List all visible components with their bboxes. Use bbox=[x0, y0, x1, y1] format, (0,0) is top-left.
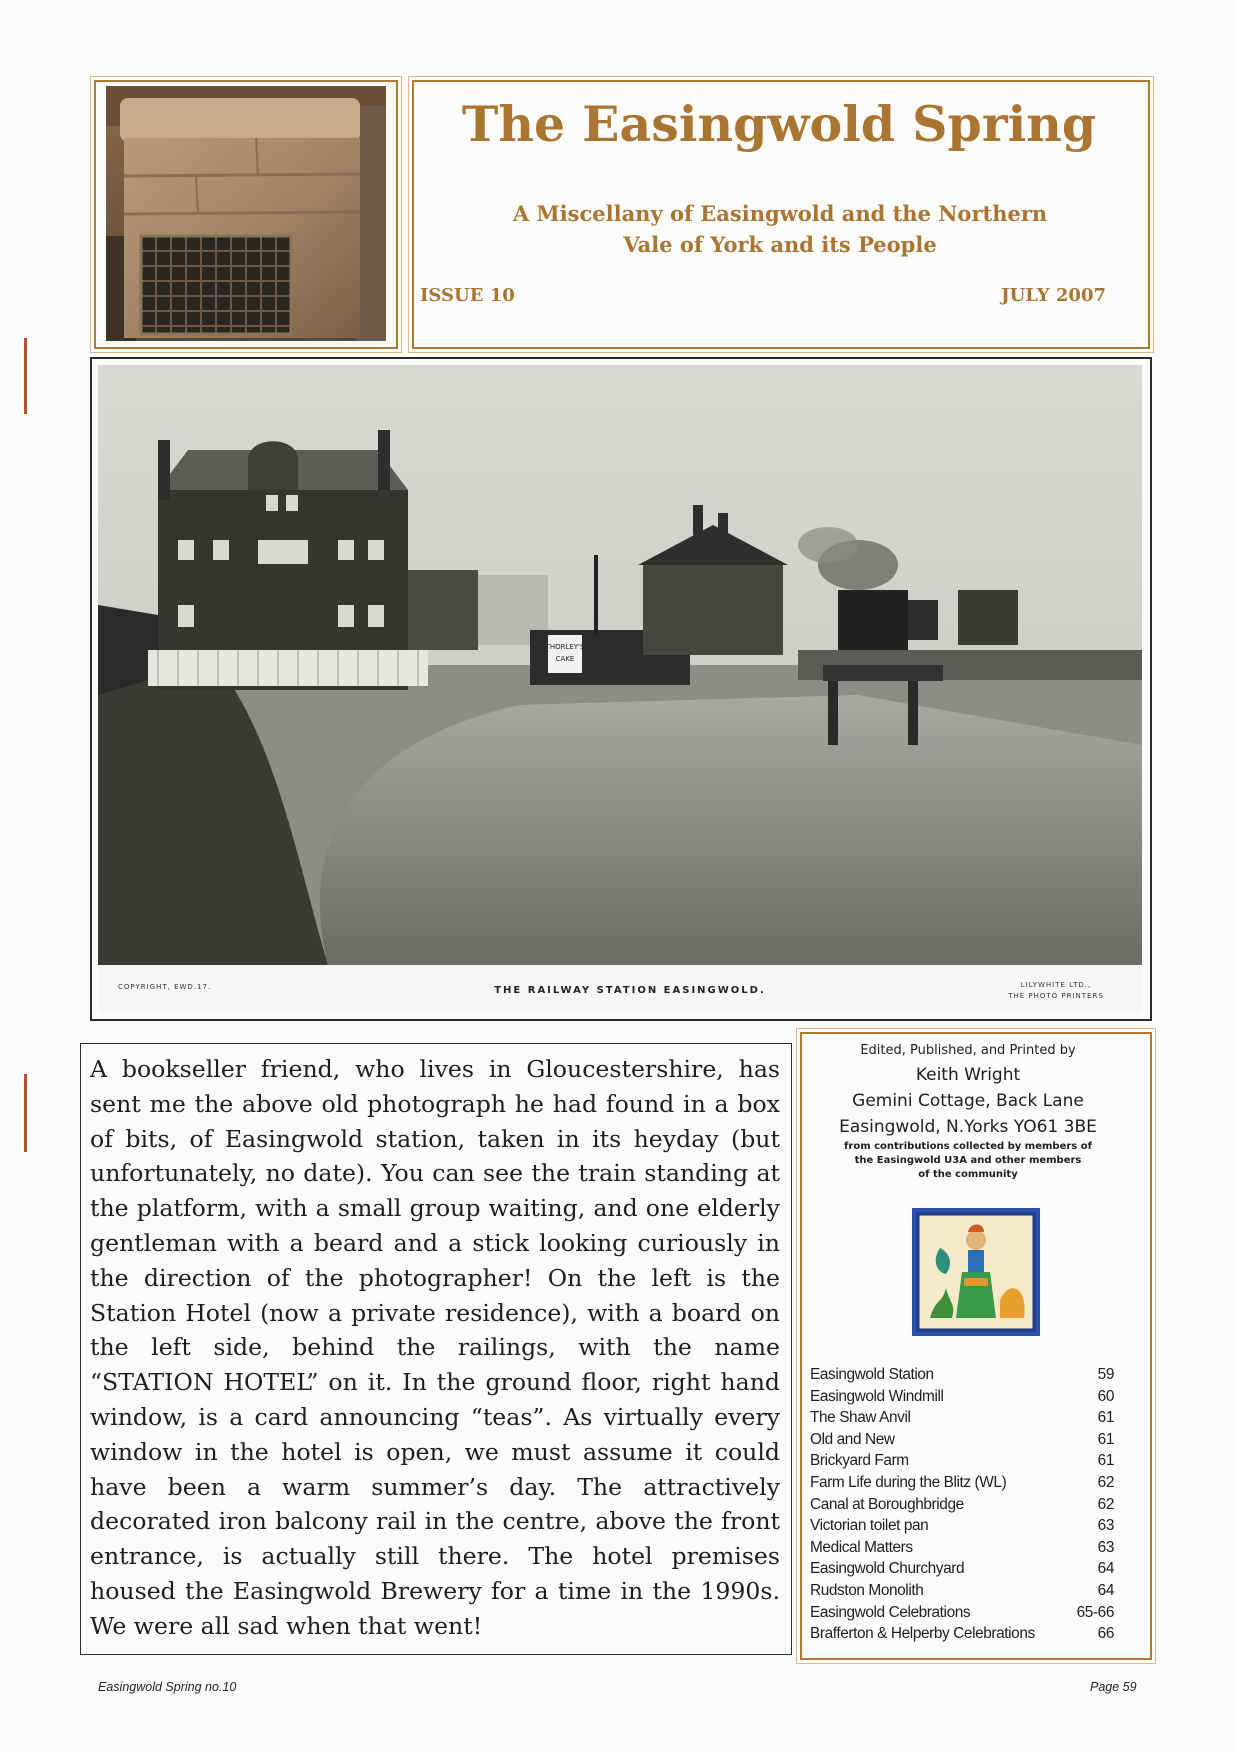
contents-item-title: Medical Matters bbox=[810, 1538, 913, 1556]
contents-item-title: Victorian toilet pan bbox=[810, 1517, 929, 1535]
spring-emblem-icon bbox=[912, 1208, 1040, 1336]
issue-number: ISSUE 10 bbox=[420, 285, 515, 306]
colophon-note-3: of the community bbox=[918, 1169, 1018, 1180]
contents-item-title: Farm Life during the Blitz (WL) bbox=[810, 1473, 1007, 1491]
contents-item bbox=[810, 1386, 1114, 1408]
contents-item-title: Old and New bbox=[810, 1430, 895, 1448]
station-photo bbox=[98, 365, 1142, 1013]
contents-item-page: 62 bbox=[1097, 1495, 1114, 1513]
contents-item bbox=[810, 1623, 1114, 1645]
issue-date: JULY 2007 bbox=[1001, 285, 1106, 306]
contents-item bbox=[810, 1450, 1114, 1472]
colophon-address-1: Gemini Cottage, Back Lane bbox=[852, 1091, 1084, 1111]
photo-printer-2: THE PHOTO PRINTERS bbox=[1008, 992, 1104, 1000]
binding-mark-top bbox=[24, 338, 27, 414]
colophon-credit: Edited, Published, and Printed by bbox=[860, 1043, 1076, 1058]
contents-item-title: Brafferton & Helperby Celebrations bbox=[810, 1625, 1035, 1643]
contents-item-page: 60 bbox=[1097, 1387, 1114, 1405]
contents-item-title: Easingwold Celebrations bbox=[810, 1603, 971, 1621]
contents-item bbox=[810, 1515, 1114, 1537]
contents-list bbox=[810, 1364, 1114, 1645]
photo-caption: THE RAILWAY STATION EASINGWOLD. bbox=[494, 985, 766, 996]
contents-item-title: Canal at Boroughbridge bbox=[810, 1495, 964, 1513]
contents-item-page: 63 bbox=[1097, 1517, 1114, 1535]
colophon-note-2: the Easingwold U3A and other members bbox=[854, 1155, 1082, 1166]
subtitle-line-2: Vale of York and its People bbox=[623, 232, 937, 257]
contents-item bbox=[810, 1364, 1114, 1386]
sign-text-1: THORLEY'S bbox=[545, 643, 585, 651]
contents-item-page: 63 bbox=[1097, 1538, 1114, 1556]
contents-item-title: Easingwold Windmill bbox=[810, 1387, 944, 1405]
colophon-address-2: Easingwold, N.Yorks YO61 3BE bbox=[839, 1117, 1097, 1137]
contents-item bbox=[810, 1472, 1114, 1494]
contents-item-title: The Shaw Anvil bbox=[810, 1409, 911, 1427]
photo-printer-1: LILYWHITE LTD., bbox=[1020, 981, 1092, 989]
contents-item bbox=[810, 1558, 1114, 1580]
well-photo bbox=[106, 86, 386, 341]
contents-item bbox=[810, 1429, 1114, 1451]
colophon-editor: Keith Wright bbox=[915, 1065, 1021, 1085]
colophon-note-1: from contributions collected by members of bbox=[844, 1141, 1092, 1152]
subtitle-line-1: A Miscellany of Easingwold and the Northern bbox=[512, 201, 1048, 226]
article-text: A bookseller friend, who lives in Gloucestershire, has sent me the above old photograph he had found in a box of bits, of Easingwold station, taken in its heyday (but unfortunately, no date). You can see the train standing at the platform, with a small group waiting, and one elderly gentleman with a beard and a stick looking curiously in the direction of the photographer! On the left is the Station Hotel (now a private residence), with a board on the left side, behind the railings, with the name “STATION HOTEL” on it. In the ground floor, right hand window, is a card announcing “teas”. As virtually every window in the hotel is open, we must assume it could have been a warm summer’s day. The attractively decorated iron balcony rail in the centre, above the front entrance, is actually still there. The hotel premises housed the Easingwold Brewery for a time in the 1990s. We were all sad when that went! bbox=[90, 1055, 780, 1640]
binding-mark-bottom bbox=[24, 1074, 27, 1152]
contents-item-page: 64 bbox=[1097, 1560, 1114, 1578]
contents-item-page: 64 bbox=[1097, 1581, 1114, 1599]
contents-item-title: Brickyard Farm bbox=[810, 1452, 909, 1470]
contents-item bbox=[810, 1407, 1114, 1429]
contents-item-title: Easingwold Churchyard bbox=[810, 1560, 965, 1578]
contents-item bbox=[810, 1537, 1114, 1559]
contents-item bbox=[810, 1602, 1114, 1624]
sign-text-2: CAKE bbox=[555, 655, 575, 663]
contents-item-page: 59 bbox=[1097, 1366, 1114, 1383]
page-subtitle bbox=[440, 198, 1120, 260]
contents-item-page: 61 bbox=[1097, 1452, 1114, 1470]
page-title: The Easingwold Spring bbox=[461, 95, 1097, 153]
contents-item-page: 66 bbox=[1097, 1625, 1114, 1643]
footer-page-number: Page 59 bbox=[1090, 1680, 1137, 1694]
contents-item-title: Rudston Monolith bbox=[810, 1581, 924, 1599]
contents-item-page: 61 bbox=[1097, 1409, 1114, 1427]
contents-item-title: Easingwold Station bbox=[810, 1366, 934, 1383]
contents-item-page: 61 bbox=[1097, 1430, 1114, 1448]
contents-item-page: 65-66 bbox=[1076, 1603, 1114, 1621]
contents-item bbox=[810, 1494, 1114, 1516]
colophon bbox=[808, 1040, 1128, 1182]
contents-item-page: 62 bbox=[1097, 1473, 1114, 1491]
contents-item bbox=[810, 1580, 1114, 1602]
photo-copyright: COPYRIGHT, EWD.17. bbox=[118, 983, 212, 991]
footer-publication: Easingwold Spring no.10 bbox=[98, 1680, 237, 1694]
